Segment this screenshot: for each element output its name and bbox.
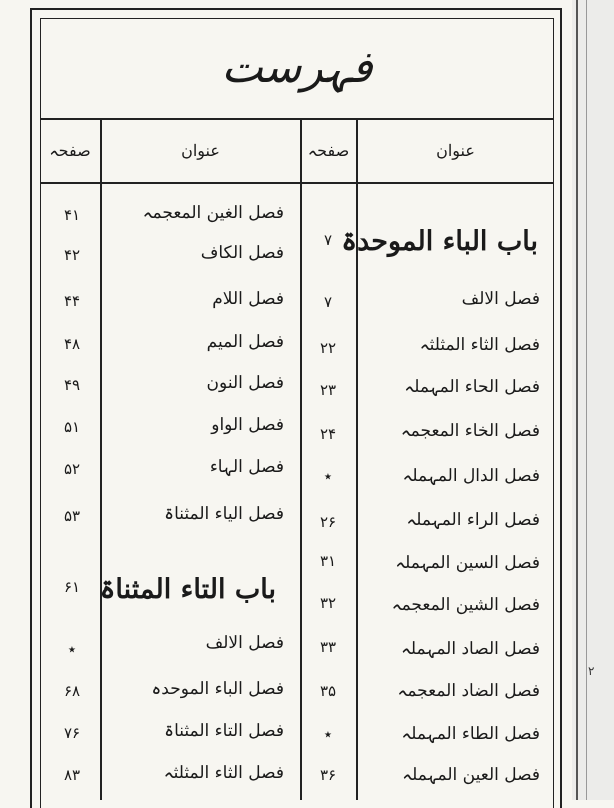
entry-page: ۶۸ xyxy=(63,682,81,700)
chapter-heading: باب التاء المثناۃ xyxy=(99,574,276,605)
column-divider xyxy=(100,120,102,800)
toc-entry: فصل التاء المثناۃ xyxy=(164,721,284,741)
entry-page: ۴۸ xyxy=(63,335,81,353)
entry-page: ۲۳ xyxy=(319,381,337,399)
header-divider xyxy=(40,182,554,184)
toc-entry: فصل الدال المہملہ xyxy=(402,466,540,486)
header-left-page: صفحہ xyxy=(49,141,91,160)
toc-entry: فصل الباء الموحدہ xyxy=(151,679,284,699)
edge-line xyxy=(586,0,587,800)
entry-page: ۴۱ xyxy=(63,206,81,224)
entry-page: ۲۲ xyxy=(319,339,337,357)
edge-mark: ۲ xyxy=(588,664,595,678)
entry-page: ۳۱ xyxy=(319,552,337,570)
entry-page: ۴۹ xyxy=(63,376,81,394)
toc-entry: فصل الشین المعجمہ xyxy=(391,595,540,615)
entry-page: ۸۳ xyxy=(63,766,81,784)
entry-page: ٭ xyxy=(67,640,77,658)
toc-entry: فصل الحاء المہملہ xyxy=(404,377,540,397)
toc-entry: فصل الثاء المثلثہ xyxy=(163,763,284,783)
toc-entry: فصل الخاء المعجمہ xyxy=(400,421,540,441)
chapter-page: ۷ xyxy=(323,231,333,249)
toc-entry: فصل الالف xyxy=(205,633,284,653)
entry-page: ۵۲ xyxy=(63,460,81,478)
toc-entry: فصل الہاء xyxy=(209,457,284,477)
entry-page: ۲۶ xyxy=(319,513,337,531)
entry-page: ۴۲ xyxy=(63,246,81,264)
header-right-page: صفحہ xyxy=(307,141,350,160)
toc-entry: فصل المیم xyxy=(206,332,284,352)
entry-page: ۳۳ xyxy=(319,638,337,656)
toc-entry: فصل اللام xyxy=(212,289,284,309)
toc-entry: فصل السین المہملہ xyxy=(395,553,540,573)
toc-entry: فصل الطاء المہملہ xyxy=(401,724,540,744)
entry-page: ۷۶ xyxy=(63,724,81,742)
entry-page: ۳۲ xyxy=(319,594,337,612)
page-title: فہرست xyxy=(221,42,373,93)
chapter-heading: باب الباء الموحدۃ xyxy=(341,226,538,257)
toc-entry: فصل الصاد المہملہ xyxy=(400,639,540,659)
header-left-title: عنوان xyxy=(181,141,220,160)
toc-entry: فصل الالف xyxy=(461,289,540,309)
entry-page: ۴۴ xyxy=(63,292,81,310)
toc-entry: فصل الضاد المعجمہ xyxy=(397,681,540,701)
entry-page: ۲۴ xyxy=(319,425,337,443)
entry-page: ۷ xyxy=(323,293,333,311)
entry-page: ۵۱ xyxy=(63,418,81,436)
edge-line xyxy=(576,0,578,800)
chapter-page: ۶۱ xyxy=(63,578,81,596)
toc-entry: فصل الیاء المثناۃ xyxy=(164,504,284,524)
entry-page: ٭ xyxy=(323,725,333,743)
column-divider xyxy=(300,120,302,800)
toc-entry: فصل العین المہملہ xyxy=(402,765,540,785)
toc-entry: فصل النون xyxy=(206,373,284,393)
entry-page: ۳۵ xyxy=(319,682,337,700)
toc-entry: فصل الکاف xyxy=(200,243,284,263)
entry-page: ۵۳ xyxy=(63,507,81,525)
toc-entry: فصل الغین المعجمہ xyxy=(142,203,284,223)
page-edge xyxy=(572,0,614,800)
toc-entry: فصل الواو xyxy=(211,415,284,435)
entry-page: ٭ xyxy=(323,467,333,485)
toc-entry: فصل الراء المہملہ xyxy=(406,510,540,530)
header-right-title: عنوان xyxy=(436,141,475,160)
toc-entry: فصل الثاء المثلثہ xyxy=(419,335,540,355)
entry-page: ۳۶ xyxy=(319,766,337,784)
